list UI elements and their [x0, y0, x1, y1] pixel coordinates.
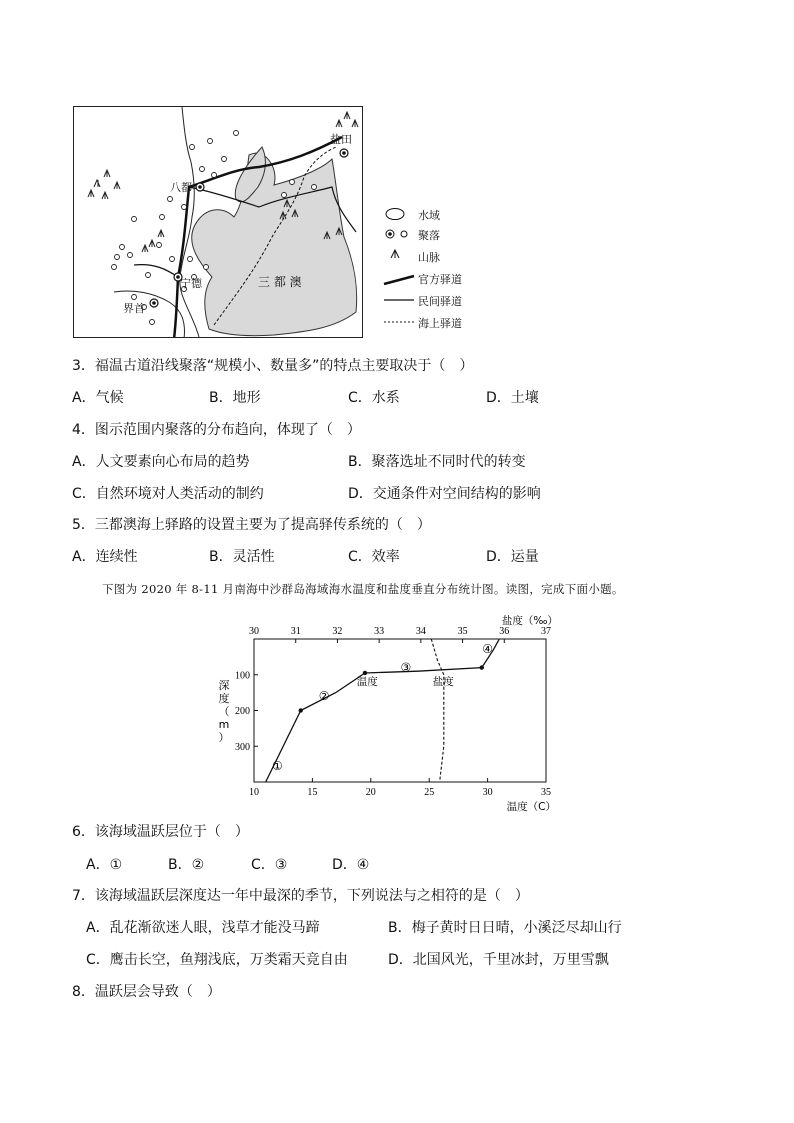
q5-option-d[interactable]: D．运量 — [486, 549, 539, 565]
x2-tick-label: 30 — [249, 626, 259, 637]
zone-marker: ③ — [400, 660, 412, 675]
y-tick-label: 300 — [235, 741, 250, 753]
legend-mountain: 山脉 — [418, 251, 440, 264]
x-tick-label: 10 — [249, 787, 259, 798]
question-8-stem: 8．温跃层会导致（ ） — [72, 984, 221, 1000]
q4-option-c[interactable]: C．自然环境对人类活动的制约 — [72, 486, 264, 502]
q4-option-b[interactable]: B．聚落选址不同时代的转变 — [348, 454, 526, 470]
zone-marker: ② — [318, 689, 330, 704]
x-tick-label: 25 — [424, 787, 435, 798]
x2-tick-label: 35 — [457, 626, 468, 637]
y-tick-label: 200 — [235, 706, 250, 717]
label-badu: 八都 — [170, 181, 192, 194]
x-tick-label: 35 — [541, 787, 551, 798]
label-sanduao: 三 都 澳 — [258, 275, 302, 289]
q6-option-b[interactable]: B．② — [168, 857, 205, 873]
x2-tick-label: 34 — [415, 626, 426, 637]
salinity-line — [431, 639, 444, 782]
x-axis-title: 温度（C） — [506, 801, 556, 812]
legend-official-road: 官方驿道 — [418, 273, 462, 286]
q7-option-a[interactable]: A．乱花渐欲迷人眼，浅草才能没马蹄 — [86, 920, 320, 936]
temperature-point — [299, 708, 303, 712]
legend-sea-road: 海上驿道 — [418, 317, 462, 330]
q5-option-a[interactable]: A．连续性 — [72, 549, 138, 565]
q3-option-c[interactable]: C．水系 — [348, 390, 400, 406]
q3-option-b[interactable]: B．地形 — [209, 390, 261, 406]
zone-marker: ④ — [482, 642, 493, 657]
q6-option-c[interactable]: C．③ — [251, 857, 288, 873]
q6-option-a[interactable]: A．① — [86, 857, 123, 873]
map-drawing — [74, 107, 363, 338]
x2-tick-label: 33 — [374, 626, 385, 637]
question-3-stem: 3．福温古道沿线聚落“规模小、数量多”的特点主要取决于（ ） — [72, 358, 474, 374]
temp-salinity-chart — [210, 606, 590, 812]
map-figure — [73, 106, 363, 338]
question-4-stem: 4．图示范围内聚落的分布趋向，体现了（ ） — [72, 422, 361, 438]
x2-axis-title: 盐度（‰） — [501, 615, 558, 627]
x2-tick-label: 37 — [541, 626, 551, 637]
x-tick-label: 20 — [365, 787, 376, 798]
temperature-point — [480, 665, 484, 669]
x2-tick-label: 32 — [332, 626, 343, 637]
q7-option-c[interactable]: C．鹰击长空，鱼翔浅底，万类霜天竞自由 — [86, 952, 348, 968]
legend-civil-road: 民间驿道 — [418, 295, 462, 308]
question-6-stem: 6．该海域温跃层位于（ ） — [72, 824, 249, 840]
x-tick-label: 30 — [482, 787, 493, 798]
q6-option-d[interactable]: D．④ — [332, 857, 370, 873]
y-axis-title-char: ） — [218, 731, 230, 744]
question-7-stem: 7．该海域温跃层深度达一年中最深的季节，下列说法与之相符的是（ ） — [72, 888, 529, 904]
q7-option-d[interactable]: D．北国风光，千里冰封，万里雪飘 — [388, 952, 609, 968]
y-tick-label: 100 — [235, 670, 250, 682]
label-yantian: 盐田 — [330, 133, 352, 146]
legend-water: 水域 — [418, 209, 440, 222]
q4-option-d[interactable]: D．交通条件对空间结构的影响 — [348, 486, 541, 502]
y-axis-title-char: 深 — [218, 679, 230, 692]
label-ningde: 宁德 — [180, 277, 202, 290]
salinity-label: 盐度 — [432, 676, 454, 689]
map-legend — [382, 206, 472, 336]
x2-tick-label: 36 — [499, 626, 510, 637]
q3-option-d[interactable]: D．土壤 — [486, 390, 539, 406]
q3-option-a[interactable]: A．气候 — [72, 390, 124, 406]
y-axis-title-char: （ — [218, 705, 230, 718]
zone-marker: ① — [271, 758, 283, 773]
temperature-point — [363, 671, 367, 675]
y-axis-title-char: m — [218, 718, 230, 731]
q5-option-c[interactable]: C．效率 — [348, 549, 400, 565]
question-5-stem: 5．三都澳海上驿路的设置主要为了提高驿传系统的（ ） — [72, 517, 431, 533]
q7-option-b[interactable]: B．梅子黄时日日晴，小溪泛尽却山行 — [388, 920, 622, 936]
q4-option-a[interactable]: A．人文要素向心布局的趋势 — [72, 454, 250, 470]
chart-figure — [210, 606, 590, 812]
x2-tick-label: 31 — [290, 626, 301, 637]
y-axis-title-char: 度 — [218, 692, 230, 705]
chart-intro: 下图为 2020 年 8-11 月南海中沙群岛海域海水温度和盐度垂直分布统计图。读图，完成下面小题。 — [102, 582, 624, 596]
temperature-label: 温度 — [356, 676, 378, 689]
x-tick-label: 15 — [307, 787, 318, 798]
q5-option-b[interactable]: B．灵活性 — [209, 549, 275, 565]
legend-settlement: 聚落 — [418, 229, 440, 242]
label-jieshou: 界首 — [123, 302, 145, 315]
